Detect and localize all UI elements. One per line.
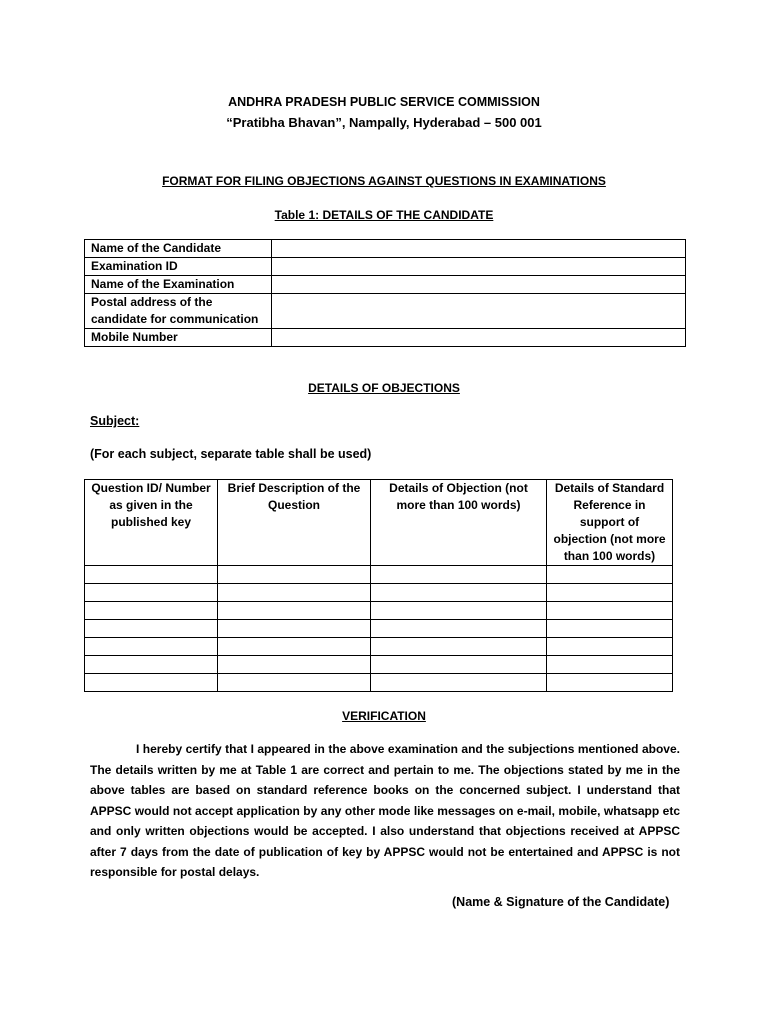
table-cell[interactable] <box>218 674 371 692</box>
table-cell[interactable] <box>371 584 547 602</box>
subject-note: (For each subject, separate table shall be used) <box>90 447 372 461</box>
table-cell[interactable] <box>547 674 673 692</box>
signature-label: (Name & Signature of the Candidate) <box>452 895 670 909</box>
table-cell[interactable] <box>547 620 673 638</box>
table-row <box>85 240 686 258</box>
table-row <box>85 674 673 692</box>
postal-address-label: Postal address of the candidate for communication <box>85 294 272 329</box>
examination-id-field[interactable] <box>272 258 686 276</box>
table-cell[interactable] <box>371 656 547 674</box>
table-row <box>85 602 673 620</box>
table-row <box>85 620 673 638</box>
table-cell[interactable] <box>218 638 371 656</box>
organization-title: ANDHRA PRADESH PUBLIC SERVICE COMMISSION <box>228 95 540 109</box>
table-cell[interactable] <box>85 656 218 674</box>
table1-title: Table 1: DETAILS OF THE CANDIDATE <box>274 208 494 222</box>
table-cell[interactable] <box>218 620 371 638</box>
table-row <box>85 566 673 584</box>
table-cell[interactable] <box>218 656 371 674</box>
candidate-details-table <box>84 239 686 347</box>
table-row <box>85 276 686 294</box>
verification-body: I hereby certify that I appeared in the above examination and the subjections mentioned above. The details written by me at Table 1 are correct and pertain to me. The objections stated by me in the above tables are based on standard reference books on the concerned subject. I understand that APPSC would not accept application by any other mode like messages on e-mail, mobile, whatsapp etc and only written objections would be accepted. I also understand that objections received at APPSC after 7 days from the date of publication of key by APPSC would not be entertained and APPSC is not responsible for postal delays. <box>90 742 680 879</box>
table-cell[interactable] <box>547 638 673 656</box>
table-row <box>85 584 673 602</box>
objections-section-title: DETAILS OF OBJECTIONS <box>308 381 460 395</box>
table-cell[interactable] <box>218 566 371 584</box>
subject-label: Subject: <box>90 414 140 428</box>
verification-title: VERIFICATION <box>342 709 426 723</box>
organization-address: “Pratibha Bhavan”, Nampally, Hyderabad – 500 001 <box>226 115 542 130</box>
table-cell[interactable] <box>547 656 673 674</box>
examination-id-label: Examination ID <box>85 258 272 276</box>
table-cell[interactable] <box>85 638 218 656</box>
examination-name-label: Name of the Examination <box>85 276 272 294</box>
candidate-name-field[interactable] <box>272 240 686 258</box>
table-cell[interactable] <box>371 566 547 584</box>
table-cell[interactable] <box>371 602 547 620</box>
table-cell[interactable] <box>85 620 218 638</box>
column-header-question-id: Question ID/ Number as given in the published key <box>85 480 218 566</box>
objections-table <box>84 479 673 692</box>
table-cell[interactable] <box>371 674 547 692</box>
postal-address-field[interactable] <box>272 294 686 329</box>
table-row <box>85 638 673 656</box>
table-cell[interactable] <box>218 602 371 620</box>
table-cell[interactable] <box>85 602 218 620</box>
table-cell[interactable] <box>85 674 218 692</box>
table-row <box>85 258 686 276</box>
table-cell[interactable] <box>371 620 547 638</box>
column-header-reference: Details of Standard Reference in support of objection (not more than 100 words) <box>547 480 673 566</box>
table-row <box>85 656 673 674</box>
table-row <box>85 294 686 329</box>
table-row <box>85 329 686 347</box>
column-header-description: Brief Description of the Question <box>218 480 371 566</box>
table-cell[interactable] <box>547 602 673 620</box>
table-header-row <box>85 480 673 566</box>
table-cell[interactable] <box>85 566 218 584</box>
format-title: FORMAT FOR FILING OBJECTIONS AGAINST QUESTIONS IN EXAMINATIONS <box>162 174 606 188</box>
column-header-objection: Details of Objection (not more than 100 words) <box>371 480 547 566</box>
table-cell[interactable] <box>85 584 218 602</box>
table-cell[interactable] <box>547 566 673 584</box>
table-cell[interactable] <box>547 584 673 602</box>
table-cell[interactable] <box>218 584 371 602</box>
mobile-number-label: Mobile Number <box>85 329 272 347</box>
candidate-name-label: Name of the Candidate <box>85 240 272 258</box>
examination-name-field[interactable] <box>272 276 686 294</box>
mobile-number-field[interactable] <box>272 329 686 347</box>
table-cell[interactable] <box>371 638 547 656</box>
